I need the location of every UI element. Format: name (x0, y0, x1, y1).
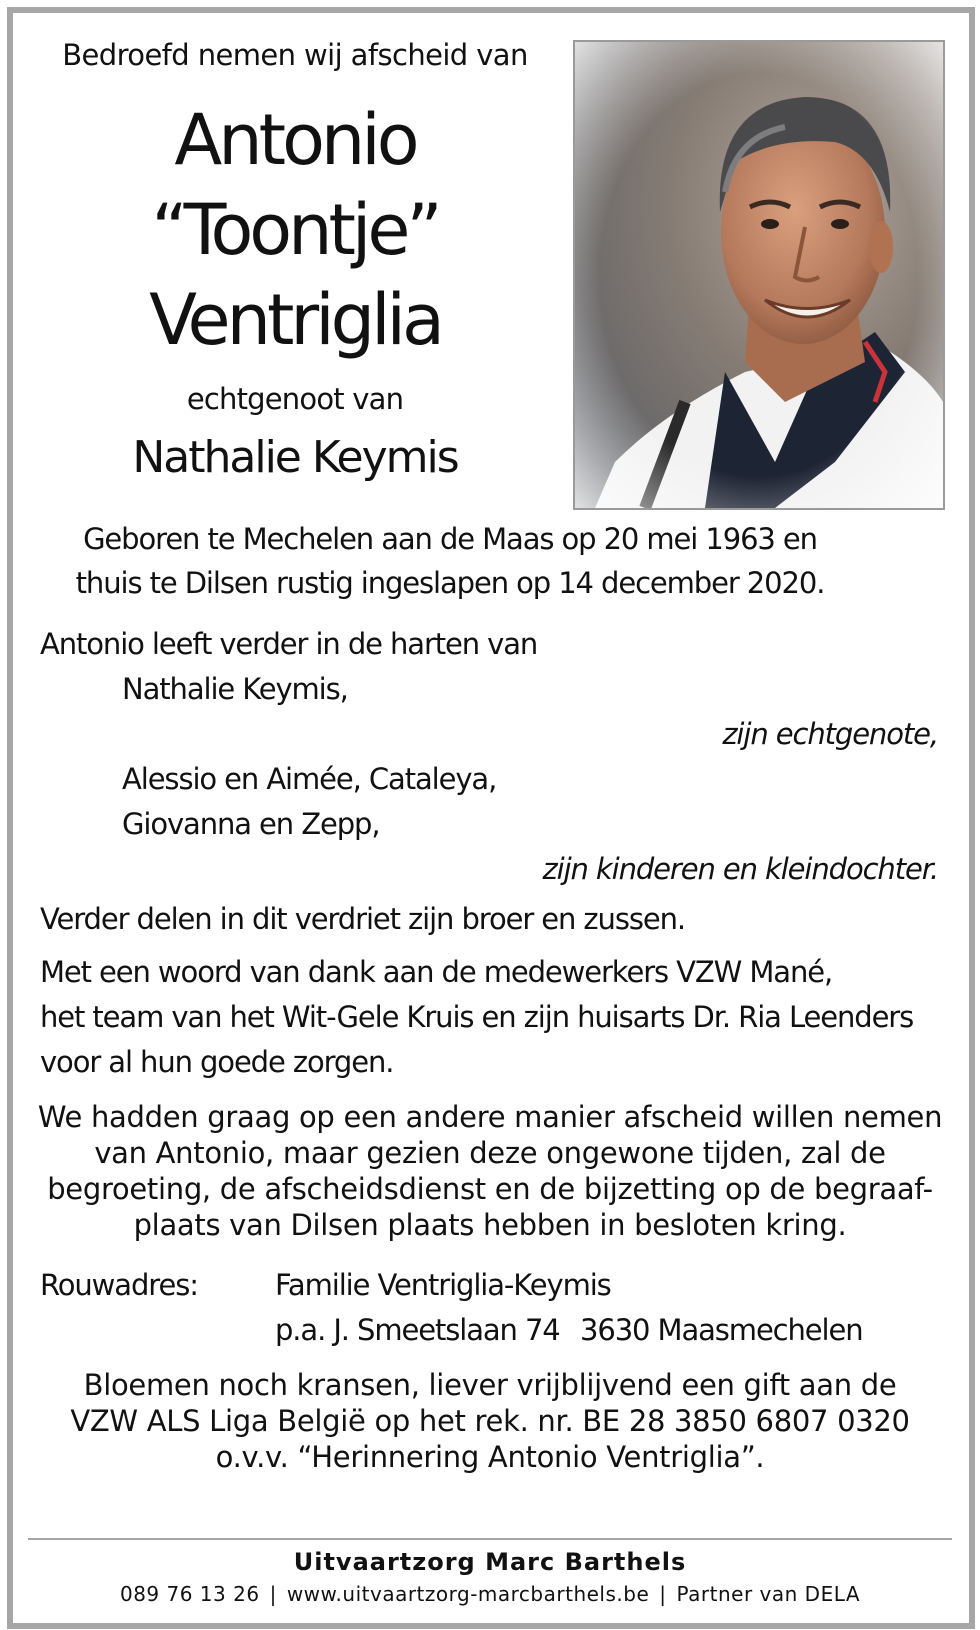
footer-website-link[interactable]: www.uitvaartzorg-marcbarthels.be (286, 1582, 650, 1606)
footer-partner: Partner van DELA (676, 1582, 861, 1606)
survivor-spouse: Nathalie Keymis, (122, 672, 348, 706)
thanks-line-3: voor al hun goede zorgen. (40, 1045, 394, 1079)
intro-text: Bedroefd nemen wij afscheid van (62, 38, 528, 72)
thanks-line-2: het team van het Wit-Gele Kruis en zijn huisarts Dr. Ria Leenders (40, 1000, 914, 1034)
donation-line-1: Bloemen noch kransen, liever vrijblijvend een gift aan de (83, 1368, 897, 1402)
deceased-last-name: Ventriglia (149, 279, 441, 361)
survivors-intro: Antonio leeft verder in de harten van (40, 627, 538, 661)
address-family: Familie Ventriglia-Keymis (275, 1268, 611, 1302)
children-line-2: Giovanna en Zepp, (122, 807, 380, 841)
siblings-line: Verder delen in dit verdriet zijn broer en zussen. (40, 902, 685, 936)
address-street: p.a. J. Smeetslaan 74 (275, 1313, 560, 1347)
ceremony-line-1: We hadden graag op een andere manier afscheid willen nemen (37, 1100, 943, 1134)
birth-line-2: thuis te Dilsen rustig ingeslapen op 14 december 2020. (75, 566, 825, 600)
portrait-photo-icon (573, 40, 945, 510)
ceremony-line-2: van Antonio, maar gezien deze ongewone tijden, zal de (94, 1136, 886, 1170)
spouse-name: Nathalie Keymis (132, 432, 458, 483)
donation-line-3: o.v.v. “Herinnering Antonio Ventriglia”. (215, 1440, 765, 1474)
footer-divider (28, 1538, 952, 1540)
footer-phone[interactable]: 089 76 13 26 (119, 1582, 260, 1606)
donation-line-2: VZW ALS Liga België op het rek. nr. BE 28 3850 6807 0320 (70, 1404, 910, 1438)
funeral-home-name: Uitvaartzorg Marc Barthels (293, 1548, 687, 1576)
ceremony-line-4: plaats van Dilsen plaats hebben in besloten kring. (133, 1208, 847, 1242)
address-city: 3630 Maasmechelen (580, 1313, 863, 1347)
footer-separator: | (269, 1582, 277, 1606)
footer-separator: | (659, 1582, 667, 1606)
spouse-label: echtgenoot van (186, 382, 404, 416)
ceremony-line-3: begroeting, de afscheidsdienst en de bijzetting op de begraaf- (47, 1172, 933, 1206)
deceased-nickname: “Toontje” (151, 189, 439, 271)
children-role: zijn kinderen en kleindochter. (542, 852, 938, 886)
footer-contact (0, 1582, 980, 1606)
deceased-first-name: Antonio (174, 99, 416, 181)
thanks-line-1: Met een woord van dank aan de medewerkers VZW Mané, (40, 955, 833, 989)
children-line-1: Alessio en Aimée, Cataleya, (122, 762, 497, 796)
spouse-role: zijn echtgenote, (722, 717, 938, 751)
birth-line-1: Geboren te Mechelen aan de Maas op 20 mei 1963 en (83, 522, 817, 556)
address-label: Rouwadres: (40, 1268, 198, 1302)
